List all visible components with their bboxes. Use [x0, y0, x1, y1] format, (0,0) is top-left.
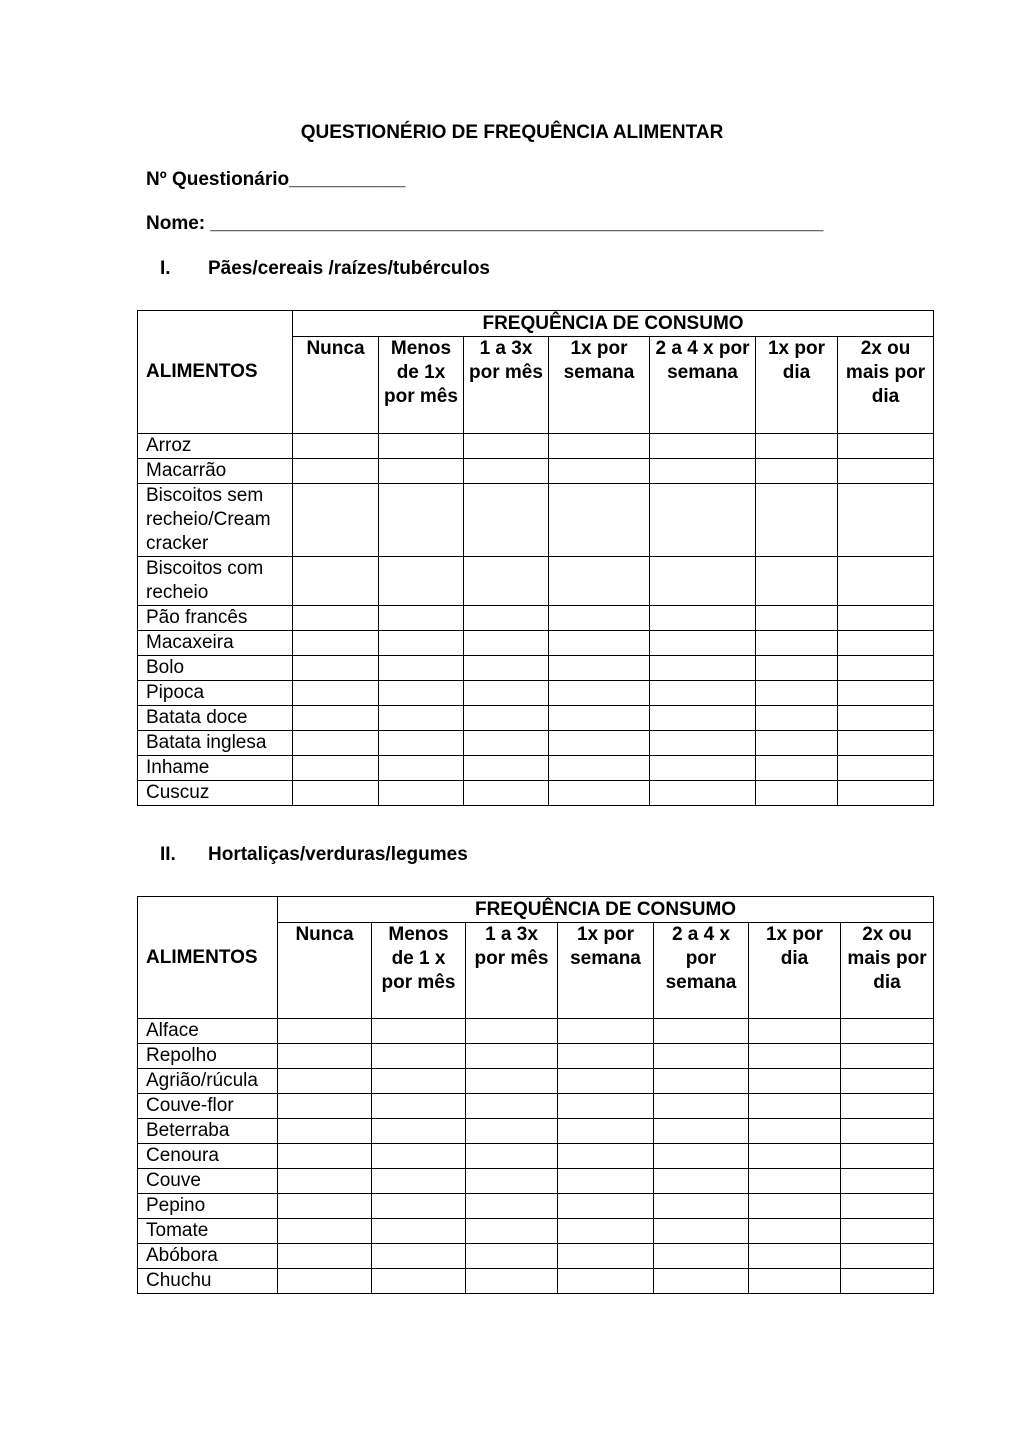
frequency-answer-cell[interactable] [293, 656, 379, 681]
column-header: 1x por semana [558, 923, 654, 1019]
page-title: QUESTIONÉRIO DE FREQUÊNCIA ALIMENTAR [300, 122, 724, 143]
frequency-answer-cell[interactable] [650, 706, 756, 731]
frequency-answer-cell[interactable] [278, 1069, 372, 1094]
frequency-answer-cell[interactable] [464, 731, 549, 756]
frequency-answer-cell[interactable] [372, 1194, 466, 1219]
name-field[interactable]: Nome: __________________________________________________________ [146, 213, 824, 234]
food-label: Pipoca [138, 681, 293, 706]
frequency-answer-cell[interactable] [558, 1069, 654, 1094]
frequency-answer-cell[interactable] [549, 459, 650, 484]
frequency-answer-cell[interactable] [749, 1094, 841, 1119]
frequency-answer-cell[interactable] [756, 631, 838, 656]
frequency-answer-cell[interactable] [549, 631, 650, 656]
table-row [138, 781, 934, 806]
frequency-answer-cell[interactable] [756, 706, 838, 731]
food-label: Chuchu [138, 1269, 278, 1294]
frequency-answer-cell[interactable] [379, 631, 464, 656]
frequency-answer-cell[interactable] [650, 731, 756, 756]
frequency-answer-cell[interactable] [650, 459, 756, 484]
frequency-answer-cell[interactable] [756, 781, 838, 806]
food-label: Cuscuz [138, 781, 293, 806]
frequency-answer-cell[interactable] [654, 1144, 749, 1169]
frequency-answer-cell[interactable] [379, 606, 464, 631]
frequency-answer-cell[interactable] [558, 1094, 654, 1119]
frequency-answer-cell[interactable] [841, 1094, 934, 1119]
section-number: I. [160, 258, 171, 279]
frequency-answer-cell[interactable] [756, 557, 838, 606]
frequency-answer-cell[interactable] [558, 1019, 654, 1044]
frequency-answer-cell[interactable] [464, 656, 549, 681]
table-row [138, 656, 934, 681]
frequency-answer-cell[interactable] [549, 781, 650, 806]
frequency-answer-cell[interactable] [464, 781, 549, 806]
frequency-answer-cell[interactable] [650, 606, 756, 631]
frequency-answer-cell[interactable] [466, 1094, 558, 1119]
frequency-answer-cell[interactable] [464, 557, 549, 606]
frequency-answer-cell[interactable] [549, 756, 650, 781]
frequency-answer-cell[interactable] [756, 756, 838, 781]
frequency-answer-cell[interactable] [464, 631, 549, 656]
frequency-answer-cell[interactable] [749, 1244, 841, 1269]
frequency-answer-cell[interactable] [293, 756, 379, 781]
food-label: Arroz [138, 434, 293, 459]
frequency-answer-cell[interactable] [278, 1269, 372, 1294]
frequency-answer-cell[interactable] [558, 1169, 654, 1194]
frequency-answer-cell[interactable] [466, 1219, 558, 1244]
table-row [138, 434, 934, 459]
column-header: Nunca [293, 337, 379, 434]
food-label: Batata inglesa [138, 731, 293, 756]
food-label: Batata doce [138, 706, 293, 731]
frequency-answer-cell[interactable] [372, 1019, 466, 1044]
frequency-answer-cell[interactable] [379, 434, 464, 459]
frequency-answer-cell[interactable] [841, 1144, 934, 1169]
table-row [138, 1269, 934, 1294]
frequency-answer-cell[interactable] [756, 484, 838, 557]
frequency-answer-cell[interactable] [756, 434, 838, 459]
frequency-answer-cell[interactable] [466, 1044, 558, 1069]
food-label: Alface [138, 1019, 278, 1044]
frequency-answer-cell[interactable] [549, 706, 650, 731]
section-number: II. [160, 844, 176, 865]
frequency-answer-cell[interactable] [464, 681, 549, 706]
frequency-answer-cell[interactable] [841, 1269, 934, 1294]
table-row [138, 1219, 934, 1244]
frequency-answer-cell[interactable] [372, 1144, 466, 1169]
frequency-answer-cell[interactable] [278, 1194, 372, 1219]
column-header: 1 a 3x por mês [466, 923, 558, 1019]
frequency-answer-cell[interactable] [749, 1069, 841, 1094]
frequency-answer-cell[interactable] [379, 681, 464, 706]
table-row [138, 731, 934, 756]
food-label: Macarrão [138, 459, 293, 484]
frequency-answer-cell[interactable] [558, 1219, 654, 1244]
frequency-answer-cell[interactable] [372, 1244, 466, 1269]
frequency-answer-cell[interactable] [372, 1069, 466, 1094]
frequency-answer-cell[interactable] [838, 459, 934, 484]
food-label: Biscoitos sem recheio/Cream cracker [138, 484, 293, 557]
frequency-answer-cell[interactable] [558, 1119, 654, 1144]
frequency-answer-cell[interactable] [841, 1069, 934, 1094]
table-row [138, 1244, 934, 1269]
frequency-answer-cell[interactable] [756, 731, 838, 756]
frequency-answer-cell[interactable] [650, 656, 756, 681]
food-label: Abóbora [138, 1244, 278, 1269]
alimentos-header: ALIMENTOS [138, 897, 278, 1019]
food-label: Beterraba [138, 1119, 278, 1144]
frequency-answer-cell[interactable] [278, 1044, 372, 1069]
frequency-answer-cell[interactable] [650, 631, 756, 656]
frequency-answer-cell[interactable] [749, 1044, 841, 1069]
food-label: Cenoura [138, 1144, 278, 1169]
frequency-answer-cell[interactable] [466, 1069, 558, 1094]
frequency-answer-cell[interactable] [654, 1219, 749, 1244]
frequency-answer-cell[interactable] [838, 681, 934, 706]
frequency-answer-cell[interactable] [464, 484, 549, 557]
frequency-answer-cell[interactable] [549, 484, 650, 557]
frequency-answer-cell[interactable] [654, 1019, 749, 1044]
frequency-answer-cell[interactable] [756, 656, 838, 681]
table-row [138, 1044, 934, 1069]
frequency-answer-cell[interactable] [749, 1119, 841, 1144]
frequency-answer-cell[interactable] [749, 1144, 841, 1169]
frequency-answer-cell[interactable] [466, 1169, 558, 1194]
table-row [138, 557, 934, 606]
frequency-answer-cell[interactable] [464, 756, 549, 781]
frequency-answer-cell[interactable] [372, 1044, 466, 1069]
frequency-answer-cell[interactable] [838, 631, 934, 656]
column-header: Menos de 1 x por mês [372, 923, 466, 1019]
frequency-answer-cell[interactable] [838, 781, 934, 806]
column-header: 1x por dia [756, 337, 838, 434]
frequency-answer-cell[interactable] [379, 656, 464, 681]
frequency-answer-cell[interactable] [278, 1094, 372, 1119]
table-row [138, 606, 934, 631]
frequency-answer-cell[interactable] [278, 1219, 372, 1244]
frequency-answer-cell[interactable] [293, 484, 379, 557]
frequency-answer-cell[interactable] [654, 1119, 749, 1144]
frequency-answer-cell[interactable] [654, 1194, 749, 1219]
frequency-answer-cell[interactable] [466, 1144, 558, 1169]
frequency-answer-cell[interactable] [749, 1019, 841, 1044]
frequency-answer-cell[interactable] [372, 1119, 466, 1144]
table-body [138, 434, 934, 806]
frequency-answer-cell[interactable] [558, 1194, 654, 1219]
food-label: Tomate [138, 1219, 278, 1244]
frequency-answer-cell[interactable] [756, 681, 838, 706]
column-header: 1x por dia [749, 923, 841, 1019]
frequency-answer-cell[interactable] [549, 681, 650, 706]
food-label: Biscoitos com recheio [138, 557, 293, 606]
frequency-answer-cell[interactable] [293, 434, 379, 459]
frequency-answer-cell[interactable] [293, 557, 379, 606]
column-header: 1 a 3x por mês [464, 337, 549, 434]
table-row [138, 681, 934, 706]
frequency-answer-cell[interactable] [841, 1169, 934, 1194]
frequency-answer-cell[interactable] [838, 656, 934, 681]
frequency-header: FREQUÊNCIA DE CONSUMO [293, 311, 934, 337]
food-label: Repolho [138, 1044, 278, 1069]
frequency-answer-cell[interactable] [372, 1169, 466, 1194]
column-header: 2 a 4 x por semana [650, 337, 756, 434]
frequency-answer-cell[interactable] [838, 756, 934, 781]
frequency-answer-cell[interactable] [558, 1244, 654, 1269]
frequency-answer-cell[interactable] [293, 459, 379, 484]
frequency-answer-cell[interactable] [558, 1044, 654, 1069]
column-header: 2 a 4 x por semana [654, 923, 749, 1019]
table-body [138, 1019, 934, 1294]
frequency-answer-cell[interactable] [558, 1144, 654, 1169]
frequency-table-1 [137, 310, 934, 806]
frequency-answer-cell[interactable] [756, 606, 838, 631]
frequency-answer-cell[interactable] [838, 606, 934, 631]
frequency-answer-cell[interactable] [654, 1244, 749, 1269]
frequency-answer-cell[interactable] [293, 731, 379, 756]
alimentos-header: ALIMENTOS [138, 311, 293, 434]
frequency-answer-cell[interactable] [278, 1019, 372, 1044]
column-header: Menos de 1x por mês [379, 337, 464, 434]
frequency-answer-cell[interactable] [466, 1019, 558, 1044]
food-label: Bolo [138, 656, 293, 681]
table-row [138, 459, 934, 484]
frequency-answer-cell[interactable] [749, 1169, 841, 1194]
frequency-answer-cell[interactable] [379, 557, 464, 606]
frequency-answer-cell[interactable] [464, 606, 549, 631]
frequency-answer-cell[interactable] [293, 606, 379, 631]
frequency-answer-cell[interactable] [549, 606, 650, 631]
frequency-answer-cell[interactable] [841, 1194, 934, 1219]
table-row [138, 706, 934, 731]
frequency-answer-cell[interactable] [749, 1269, 841, 1294]
table-row [138, 1169, 934, 1194]
table-row [138, 484, 934, 557]
frequency-answer-cell[interactable] [466, 1244, 558, 1269]
frequency-answer-cell[interactable] [841, 1044, 934, 1069]
frequency-answer-cell[interactable] [372, 1094, 466, 1119]
frequency-answer-cell[interactable] [654, 1169, 749, 1194]
food-label: Agrião/rúcula [138, 1069, 278, 1094]
frequency-answer-cell[interactable] [379, 756, 464, 781]
frequency-answer-cell[interactable] [650, 557, 756, 606]
frequency-header: FREQUÊNCIA DE CONSUMO [278, 897, 934, 923]
frequency-answer-cell[interactable] [464, 706, 549, 731]
frequency-answer-cell[interactable] [379, 731, 464, 756]
frequency-answer-cell[interactable] [549, 731, 650, 756]
table-row [138, 1194, 934, 1219]
frequency-answer-cell[interactable] [549, 434, 650, 459]
frequency-answer-cell[interactable] [549, 656, 650, 681]
frequency-answer-cell[interactable] [841, 1219, 934, 1244]
frequency-answer-cell[interactable] [549, 557, 650, 606]
frequency-answer-cell[interactable] [293, 781, 379, 806]
food-label: Inhame [138, 756, 293, 781]
column-header: Nunca [278, 923, 372, 1019]
frequency-answer-cell[interactable] [558, 1269, 654, 1294]
column-header: 1x por semana [549, 337, 650, 434]
table-row [138, 1094, 934, 1119]
food-label: Macaxeira [138, 631, 293, 656]
frequency-answer-cell[interactable] [650, 681, 756, 706]
table-row [138, 631, 934, 656]
frequency-answer-cell[interactable] [278, 1244, 372, 1269]
section-heading-1 [160, 258, 490, 280]
frequency-answer-cell[interactable] [278, 1144, 372, 1169]
frequency-answer-cell[interactable] [650, 756, 756, 781]
food-label: Pepino [138, 1194, 278, 1219]
questionario-number-field[interactable]: Nº Questionário___________ [146, 169, 406, 190]
frequency-answer-cell[interactable] [293, 706, 379, 731]
table-row [138, 1069, 934, 1094]
frequency-answer-cell[interactable] [650, 781, 756, 806]
frequency-answer-cell[interactable] [379, 781, 464, 806]
section-title: Hortaliças/verduras/legumes [208, 844, 468, 865]
frequency-answer-cell[interactable] [749, 1194, 841, 1219]
frequency-answer-cell[interactable] [293, 681, 379, 706]
frequency-answer-cell[interactable] [838, 484, 934, 557]
frequency-answer-cell[interactable] [841, 1119, 934, 1144]
table-row [138, 1119, 934, 1144]
frequency-answer-cell[interactable] [278, 1119, 372, 1144]
frequency-answer-cell[interactable] [464, 434, 549, 459]
frequency-answer-cell[interactable] [838, 434, 934, 459]
section-title: Pães/cereais /raízes/tubérculos [208, 258, 490, 279]
food-label: Pão francês [138, 606, 293, 631]
table-row [138, 1019, 934, 1044]
frequency-answer-cell[interactable] [466, 1194, 558, 1219]
frequency-answer-cell[interactable] [838, 731, 934, 756]
frequency-answer-cell[interactable] [756, 459, 838, 484]
frequency-answer-cell[interactable] [379, 706, 464, 731]
frequency-answer-cell[interactable] [654, 1269, 749, 1294]
frequency-answer-cell[interactable] [749, 1219, 841, 1244]
frequency-answer-cell[interactable] [654, 1044, 749, 1069]
frequency-answer-cell[interactable] [654, 1069, 749, 1094]
table-row [138, 1144, 934, 1169]
frequency-answer-cell[interactable] [372, 1219, 466, 1244]
frequency-answer-cell[interactable] [379, 459, 464, 484]
column-header: 2x ou mais por dia [838, 337, 934, 434]
frequency-answer-cell[interactable] [464, 459, 549, 484]
frequency-answer-cell[interactable] [841, 1019, 934, 1044]
table-row [138, 756, 934, 781]
frequency-answer-cell[interactable] [372, 1269, 466, 1294]
frequency-table-2 [137, 896, 934, 1294]
frequency-answer-cell[interactable] [650, 434, 756, 459]
frequency-answer-cell[interactable] [466, 1119, 558, 1144]
food-label: Couve [138, 1169, 278, 1194]
frequency-answer-cell[interactable] [278, 1169, 372, 1194]
frequency-answer-cell[interactable] [841, 1244, 934, 1269]
frequency-answer-cell[interactable] [466, 1269, 558, 1294]
column-header: 2x ou mais por dia [841, 923, 934, 1019]
frequency-answer-cell[interactable] [379, 484, 464, 557]
food-label: Couve-flor [138, 1094, 278, 1119]
section-heading-2 [160, 844, 468, 866]
frequency-answer-cell[interactable] [293, 631, 379, 656]
frequency-answer-cell[interactable] [654, 1094, 749, 1119]
frequency-answer-cell[interactable] [838, 706, 934, 731]
frequency-answer-cell[interactable] [650, 484, 756, 557]
frequency-answer-cell[interactable] [838, 557, 934, 606]
